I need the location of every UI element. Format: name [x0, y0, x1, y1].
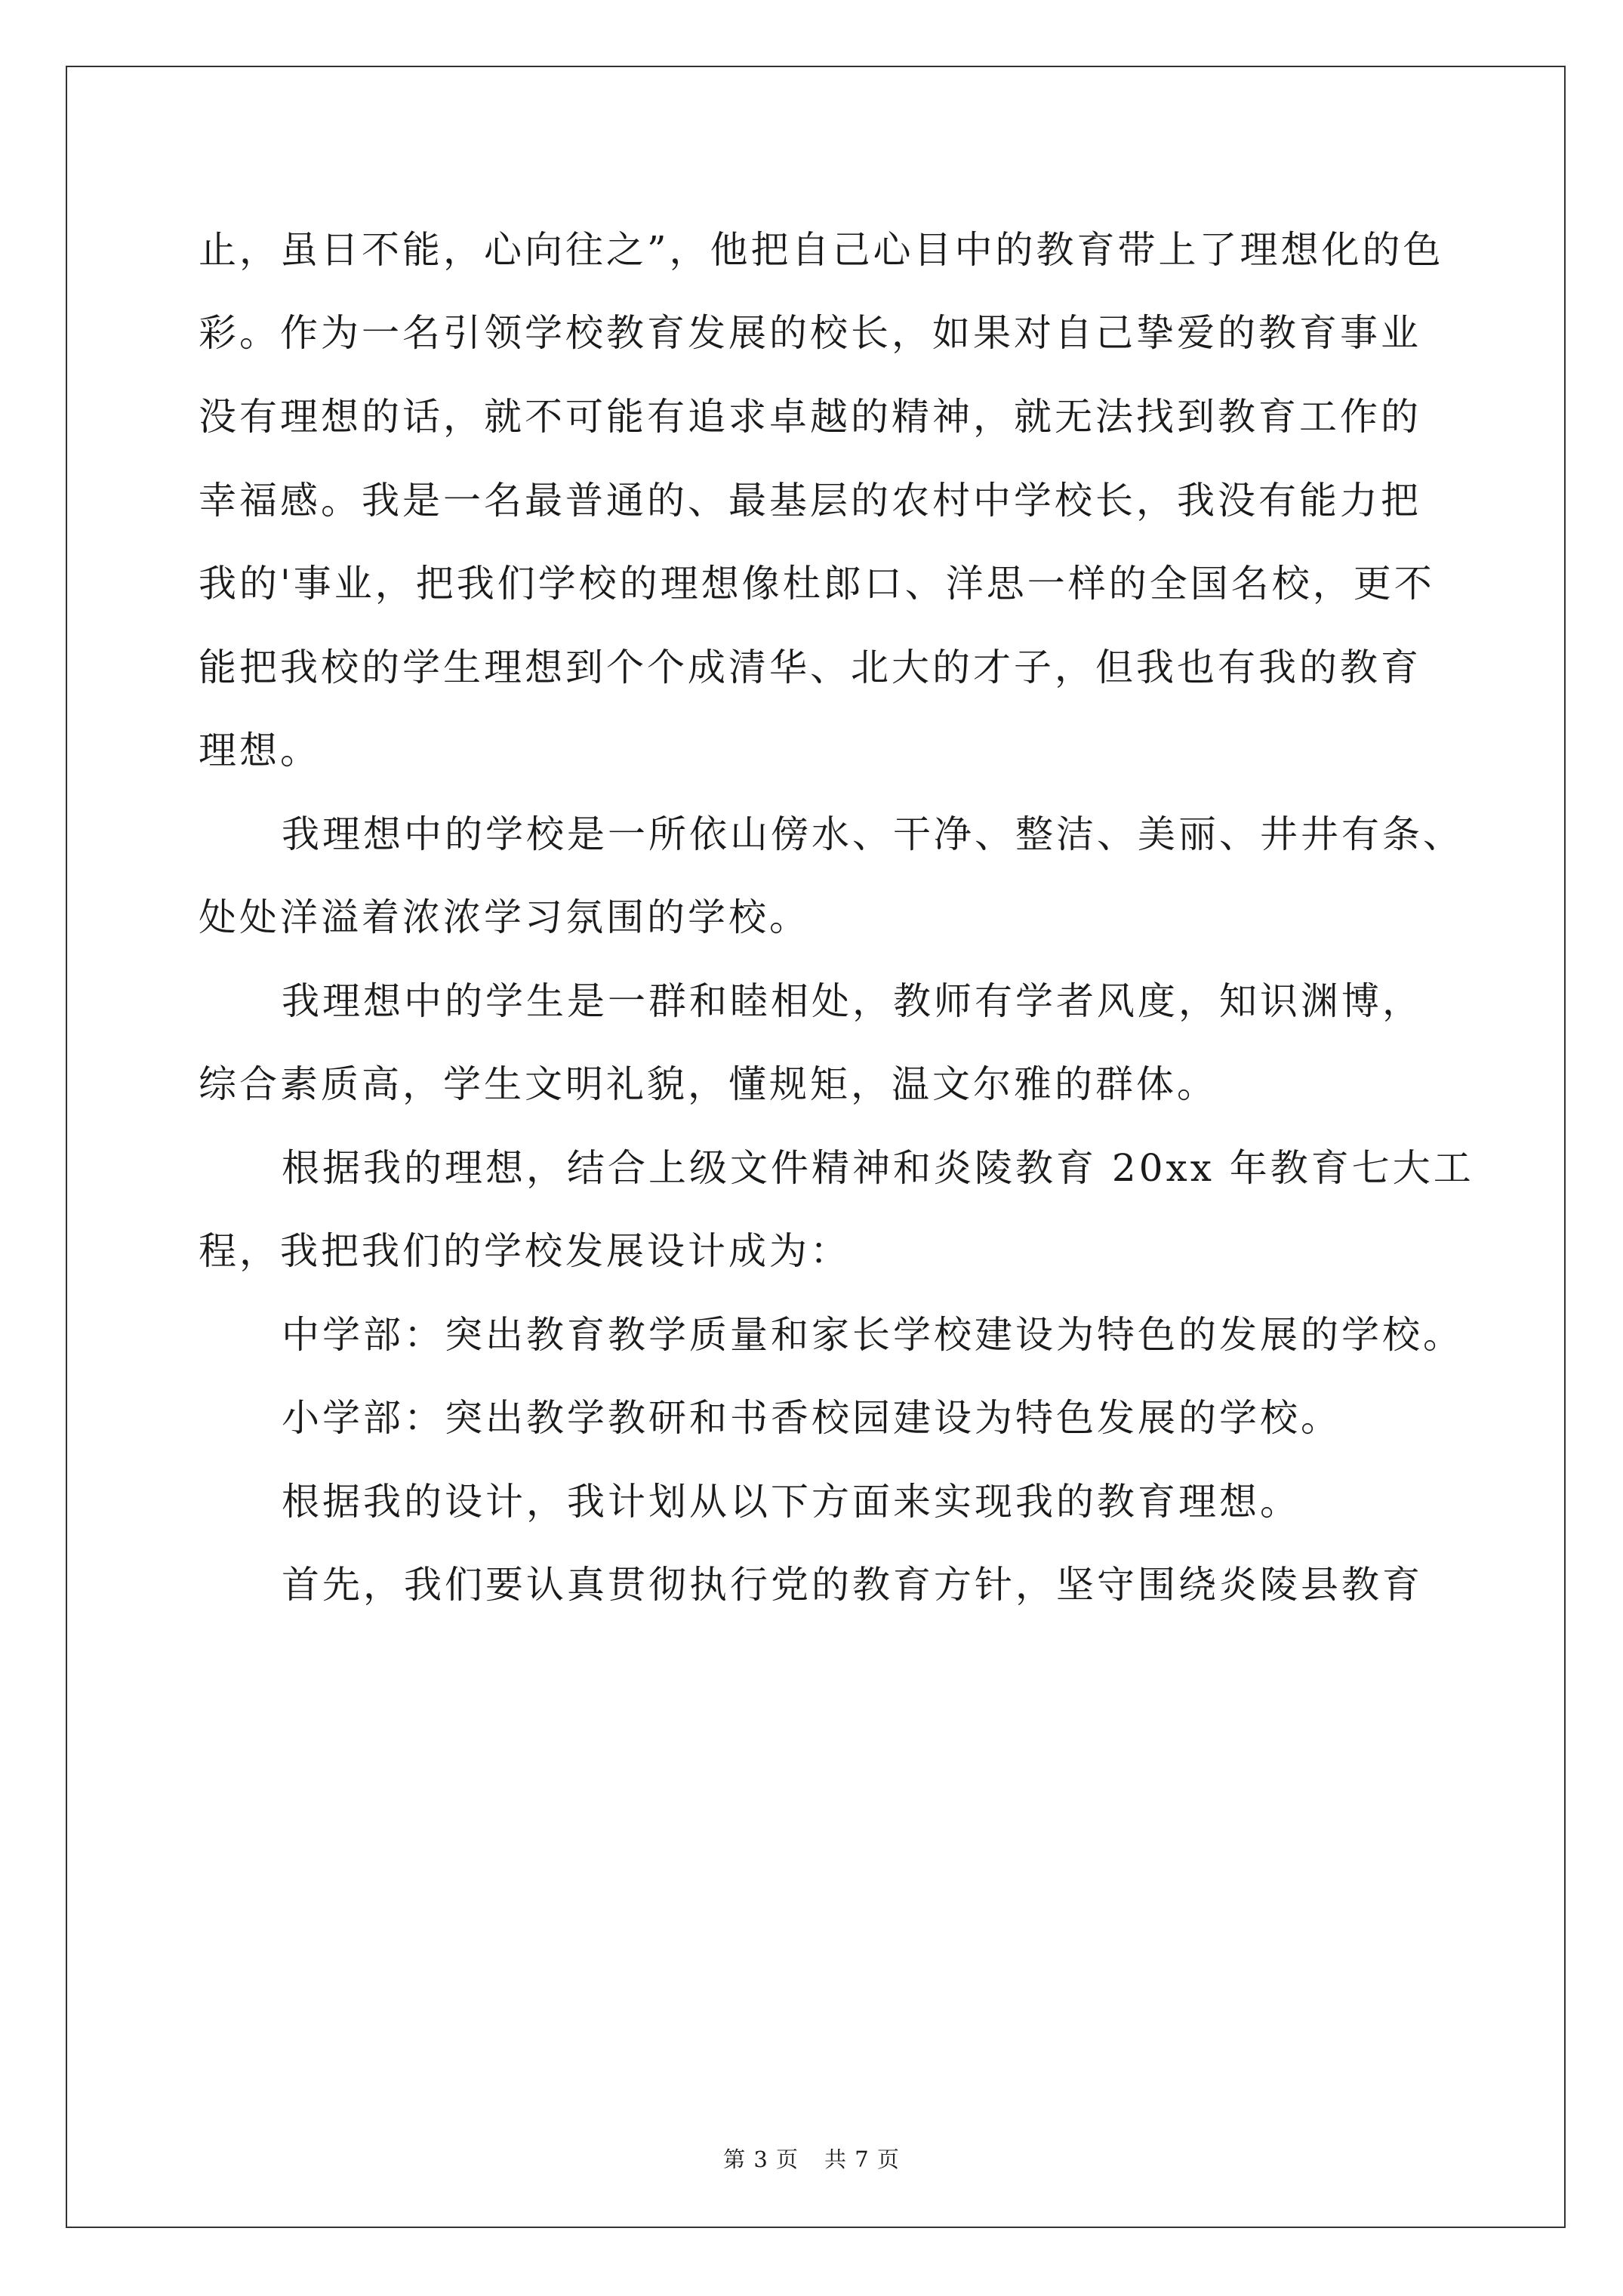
text-line: 理想。 [199, 729, 321, 772]
page-total: 共 7 页 [824, 2147, 900, 2172]
text-line: 中学部：突出教育教学质量和家长学校建设为特色的发展的学校。 [282, 1313, 1464, 1357]
text-line: 我理想中的学校是一所依山傍水、干净、整洁、美丽、井井有条、 [282, 812, 1464, 856]
text-line: 我的'事业，把我们学校的理想像杜郎口、洋思一样的全国名校，更不 [199, 562, 1435, 606]
text-line: 综合素质高，学生文明礼貌，懂规矩，温文尔雅的群体。 [199, 1062, 1218, 1106]
text-line: 根据我的理想，结合上级文件精神和炎陵教育 20xx 年教育七大工 [282, 1146, 1474, 1190]
page-footer [0, 2143, 1623, 2174]
text-line: 能把我校的学生理想到个个成清华、北大的才子，但我也有我的教育 [199, 646, 1421, 689]
text-line: 小学部：突出教学教研和书香校园建设为特色发展的学校。 [282, 1396, 1341, 1440]
text-line: 根据我的设计，我计划从以下方面来实现我的教育理想。 [282, 1480, 1301, 1524]
text-line: 幸福感。我是一名最普通的、最基层的农村中学校长，我没有能力把 [199, 479, 1421, 522]
text-line: 没有理想的话，就不可能有追求卓越的精神，就无法找到教育工作的 [199, 395, 1421, 439]
text-line: 彩。作为一名引领学校教育发展的校长，如果对自己挚爱的教育事业 [199, 311, 1421, 355]
text-line: 处处洋溢着浓浓学习氛围的学校。 [199, 895, 810, 939]
text-line: 程，我把我们的学校发展设计成为： [199, 1229, 851, 1273]
text-line: 我理想中的学生是一群和睦相处，教师有学者风度，知识渊博， [282, 979, 1423, 1023]
text-line: 止，虽日不能，心向往之”，他把自己心目中的教育带上了理想化的色 [199, 228, 1444, 272]
text-line: 首先，我们要认真贯彻执行党的教育方针，坚守围绕炎陵县教育 [282, 1563, 1423, 1607]
page-number: 第 3 页 [723, 2147, 799, 2172]
